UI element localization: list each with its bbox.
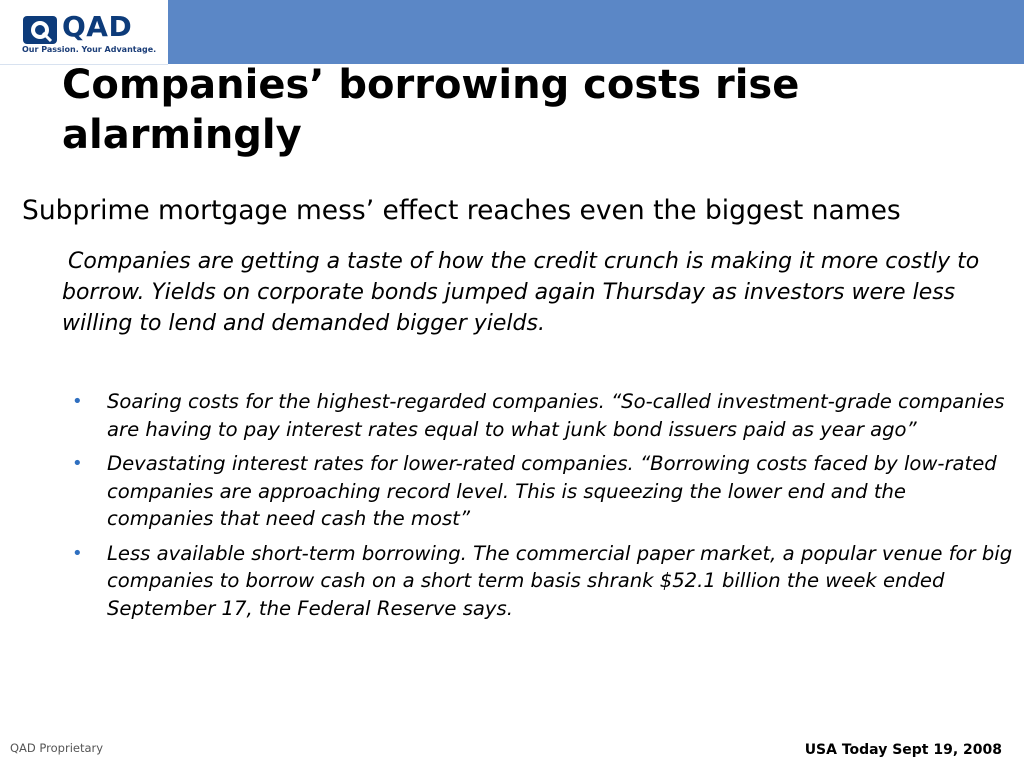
qad-logo-icon <box>22 15 58 45</box>
bullet-list <box>72 388 1017 629</box>
bullet-text: Devastating interest rates for lower-rated companies. “Borrowing costs faced by low-rated companies are approaching record level. This is squeezing the lower end and the companies that need cash the most” <box>107 452 997 530</box>
bullet-text: Less available short-term borrowing. The commercial paper market, a popular venue for big companies to borrow cash on a short term basis shrank $52.1 billion the week ended September 17, the Federal Reserve says. <box>107 541 1013 620</box>
footer-source: USA Today Sept 19, 2008 <box>804 742 1002 758</box>
logo-tagline: Our Passion. Your Advantage. <box>22 45 157 54</box>
slide-subtitle: Subprime mortgage mess’ effect reaches even the biggest names <box>22 195 901 226</box>
bullet-marker: • <box>72 542 83 564</box>
bullet-marker: • <box>72 391 83 412</box>
footer-proprietary: QAD Proprietary <box>10 741 104 755</box>
slide-title: Companies’ borrowing costs rise alarmingly <box>62 62 800 158</box>
bullet-marker: • <box>72 453 83 474</box>
bullet-item-short-term-borrowing <box>72 540 1017 623</box>
logo-wordmark: QAD <box>62 10 133 43</box>
bullet-text: Soaring costs for the highest-regarded companies. “So-called investment-grade companies are having to pay interest rates equal to what junk bond issuers paid as year ago” <box>107 390 1005 441</box>
lead-paragraph: Companies are getting a taste of how the credit crunch is making it more costly to borrow. Yields on corporate bonds jumped again Thursday as investors were less willing to lend and demanded bigger yields. <box>62 249 980 336</box>
bullet-item-devastating-rates <box>72 450 1017 533</box>
qad-logo <box>0 0 168 65</box>
bullet-item-soaring-costs <box>72 388 1017 443</box>
